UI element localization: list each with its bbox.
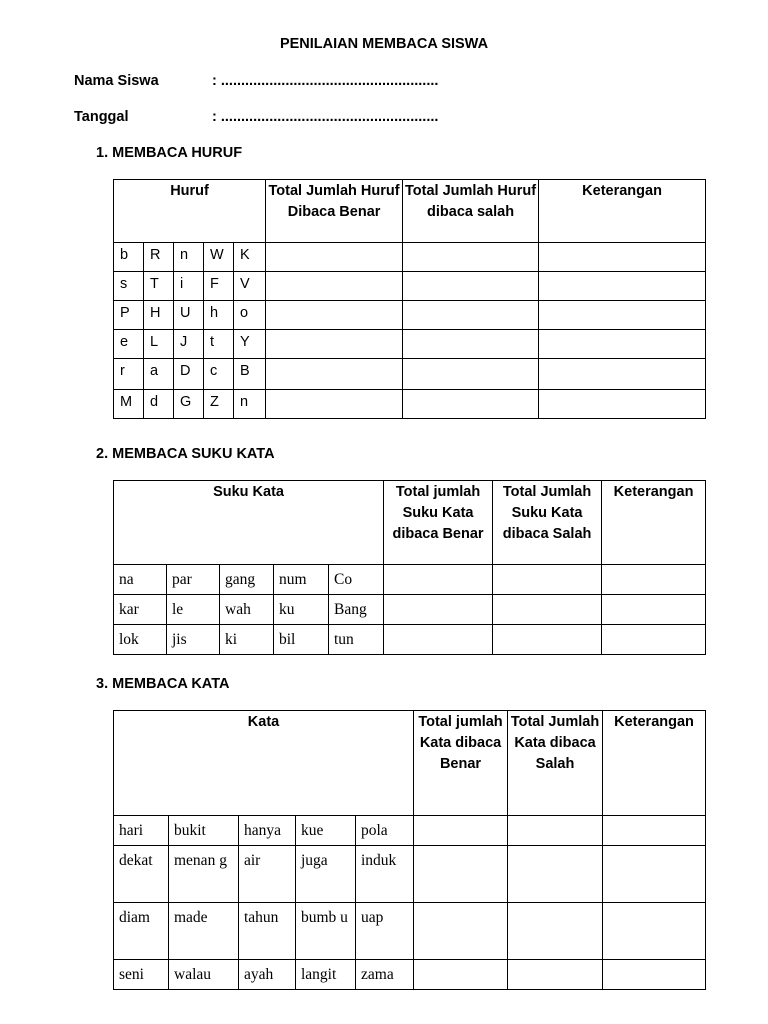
keterangan-cell[interactable] [603,846,706,903]
keterangan-cell[interactable] [539,243,706,272]
syllable-cell: tun [329,625,384,655]
header-kata: Kata [114,711,414,816]
salah-cell[interactable] [403,301,539,330]
letter-cell: t [204,330,234,359]
benar-cell[interactable] [384,625,493,655]
word-cell: kue [296,816,356,846]
table-row [114,816,706,846]
letter-cell: L [144,330,174,359]
student-name-field[interactable]: : ...................................................... [212,73,439,89]
letter-cell: U [174,301,204,330]
keterangan-cell[interactable] [602,565,706,595]
word-cell: hanya [239,816,296,846]
word-cell: made [169,903,239,960]
benar-cell[interactable] [266,359,403,390]
salah-cell[interactable] [508,960,603,990]
word-cell: bumb u [296,903,356,960]
word-cell: bukit [169,816,239,846]
header-total-salah: Total Jumlah Suku Kata dibaca Salah [493,481,602,565]
word-cell: uap [356,903,414,960]
letter-cell: Z [204,390,234,419]
benar-cell[interactable] [414,846,508,903]
date-field[interactable]: : ...................................................... [212,109,439,125]
letter-cell: W [204,243,234,272]
salah-cell[interactable] [403,243,539,272]
benar-cell[interactable] [414,903,508,960]
word-cell: seni [114,960,169,990]
syllable-cell: bil [274,625,329,655]
section-3-heading: 3. MEMBACA KATA [96,676,230,692]
table-row [114,846,706,903]
letter-cell: b [114,243,144,272]
syllable-cell: Co [329,565,384,595]
table-row [114,301,706,330]
syllable-cell: wah [220,595,274,625]
word-cell: air [239,846,296,903]
word-cell: menan g [169,846,239,903]
letter-cell: R [144,243,174,272]
table-row [114,960,706,990]
word-cell: hari [114,816,169,846]
header-total-salah: Total Jumlah Huruf dibaca salah [403,180,539,243]
syllable-cell: ki [220,625,274,655]
date-label: Tanggal [74,109,129,125]
word-cell: diam [114,903,169,960]
word-cell: ayah [239,960,296,990]
salah-cell[interactable] [508,903,603,960]
syllable-cell: le [167,595,220,625]
section-2-heading: 2. MEMBACA SUKU KATA [96,446,275,462]
letter-cell: D [174,359,204,390]
letter-cell: M [114,390,144,419]
table-row [114,330,706,359]
benar-cell[interactable] [266,330,403,359]
header-total-benar: Total jumlah Suku Kata dibaca Benar [384,481,493,565]
keterangan-cell[interactable] [539,359,706,390]
benar-cell[interactable] [266,390,403,419]
word-cell: tahun [239,903,296,960]
word-cell: juga [296,846,356,903]
syllable-cell: jis [167,625,220,655]
letter-cell: F [204,272,234,301]
syllable-cell: ku [274,595,329,625]
header-keterangan: Keterangan [602,481,706,565]
benar-cell[interactable] [384,565,493,595]
table-row [114,903,706,960]
letter-cell: P [114,301,144,330]
salah-cell[interactable] [508,846,603,903]
keterangan-cell[interactable] [602,625,706,655]
letter-cell: Y [234,330,266,359]
syllable-cell: na [114,565,167,595]
section-1-heading: 1. MEMBACA HURUF [96,145,243,161]
syllable-cell: gang [220,565,274,595]
letter-cell: n [174,243,204,272]
keterangan-cell[interactable] [603,903,706,960]
letter-cell: h [204,301,234,330]
student-name-label: Nama Siswa [74,73,159,89]
salah-cell[interactable] [493,625,602,655]
syllable-cell: num [274,565,329,595]
salah-cell[interactable] [403,330,539,359]
letter-cell: e [114,330,144,359]
keterangan-cell[interactable] [539,272,706,301]
letter-cell: H [144,301,174,330]
letter-cell: c [204,359,234,390]
keterangan-cell[interactable] [539,390,706,419]
benar-cell[interactable] [414,960,508,990]
salah-cell[interactable] [403,272,539,301]
keterangan-cell[interactable] [603,960,706,990]
keterangan-cell[interactable] [603,816,706,846]
benar-cell[interactable] [414,816,508,846]
syllables-table [113,480,706,655]
word-cell: dekat [114,846,169,903]
table-row [114,595,706,625]
letter-cell: T [144,272,174,301]
salah-cell[interactable] [403,359,539,390]
letter-cell: s [114,272,144,301]
words-table [113,710,706,990]
letter-cell: J [174,330,204,359]
header-total-benar: Total jumlah Kata dibaca Benar [414,711,508,816]
header-keterangan: Keterangan [603,711,706,816]
header-huruf: Huruf [114,180,266,243]
letter-cell: d [144,390,174,419]
header-suku-kata: Suku Kata [114,481,384,565]
syllable-cell: kar [114,595,167,625]
benar-cell[interactable] [266,243,403,272]
keterangan-cell[interactable] [539,301,706,330]
letter-cell: i [174,272,204,301]
page-title: PENILAIAN MEMBACA SISWA [279,36,489,52]
letter-cell: B [234,359,266,390]
letter-cell: K [234,243,266,272]
syllable-cell: Bang [329,595,384,625]
keterangan-cell[interactable] [602,595,706,625]
word-cell: pola [356,816,414,846]
word-cell: induk [356,846,414,903]
salah-cell[interactable] [493,565,602,595]
header-total-benar: Total Jumlah Huruf Dibaca Benar [266,180,403,243]
word-cell: walau [169,960,239,990]
letter-cell: a [144,359,174,390]
word-cell: zama [356,960,414,990]
letter-cell: o [234,301,266,330]
keterangan-cell[interactable] [539,330,706,359]
salah-cell[interactable] [508,816,603,846]
table-row [114,625,706,655]
table-row [114,243,706,272]
syllable-cell: lok [114,625,167,655]
letters-table [113,179,706,419]
salah-cell[interactable] [403,390,539,419]
table-row [114,359,706,390]
benar-cell[interactable] [266,272,403,301]
benar-cell[interactable] [266,301,403,330]
table-row [114,390,706,419]
letter-cell: V [234,272,266,301]
syllable-cell: par [167,565,220,595]
table-row [114,565,706,595]
table-row [114,272,706,301]
header-keterangan: Keterangan [539,180,706,243]
letter-cell: r [114,359,144,390]
letter-cell: n [234,390,266,419]
benar-cell[interactable] [384,595,493,625]
word-cell: langit [296,960,356,990]
header-total-salah: Total Jumlah Kata dibaca Salah [508,711,603,816]
letter-cell: G [174,390,204,419]
salah-cell[interactable] [493,595,602,625]
